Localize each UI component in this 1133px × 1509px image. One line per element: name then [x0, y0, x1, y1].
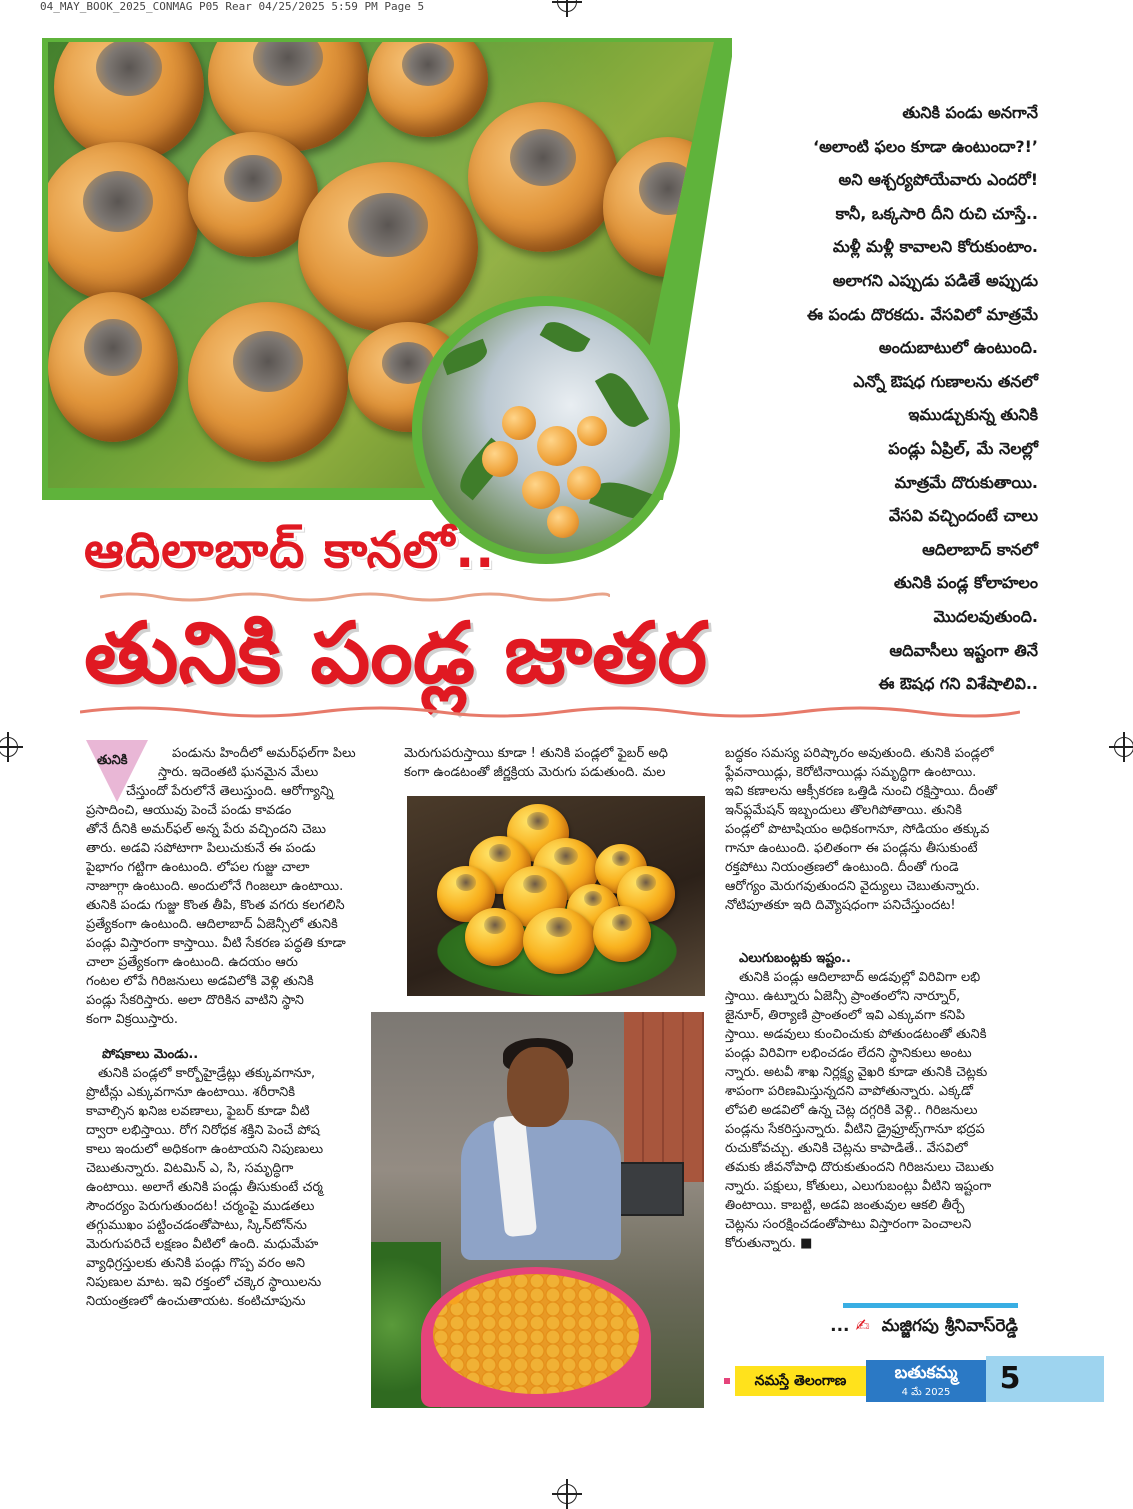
col3-line: రుచుకోవచ్చు. తునికి చెట్లను కాపాడితే.. వేసవిలో [725, 1141, 968, 1156]
col1-line: వ్యాధిగ్రస్తులకు తునికి పండ్లు గొప్ప వరం అని [86, 1256, 305, 1271]
col3-line: గానూ ఉంటుంది. ఫలితంగా ఈ పండ్లను తీసుకుంటే [725, 841, 978, 856]
col3-line: చెట్లను సంరక్షించడంతోపాటు విస్తారంగా పెంచాలని [725, 1217, 972, 1232]
col1-line: పైభాగం గట్టిగా ఉంటుంది. లోపల గుజ్జు చాలా [86, 860, 310, 875]
col1-line: మెరుగుపరిచే లక్షణం వీటిలో ఉంది. మధుమేహ [86, 1237, 319, 1252]
byline-prefix: ... [830, 1316, 850, 1336]
col1-line: గంటల లోపే గిరిజనులు అడవిలోకి వెళ్లి తునికి [86, 974, 314, 989]
intro-line: ఇముడ్చుకున్న తునికి [908, 405, 1038, 425]
byline-name: మజ్జిగపు శ్రీనివాస్‌రెడ్డి [881, 1316, 1018, 1336]
col3-line: నోటిపూతకూ ఇది దివ్యౌషధంగా పనిచేస్తుందట! [725, 898, 956, 913]
col3-line: తమకు జీవనోపాధి దొరుకుతుందని గిరిజనులు చెబుతు [725, 1160, 994, 1175]
col1-line: నాజూగ్గా ఉంటుంది. అందులోనే గింజలూ ఉంటాయి. [86, 879, 344, 894]
col3-line: లోపలి అడవిలో ఉన్న చెట్ల దగ్గరికి వెళ్లి.. గిరిజనులు [725, 1103, 978, 1118]
col1-line: కాలు ఇందులో అధికంగా ఉంటాయని నిపుణులు [86, 1142, 324, 1157]
intro-line: ఆదివాసీలు ఇష్టంగా తినే [889, 640, 1038, 660]
col3-line: తింటాయి. కాబట్టి, అడవి జంతువుల ఆకలి తీర్చే [725, 1198, 965, 1213]
photo-fruits-on-leaf-plate [407, 796, 705, 996]
intro-line: అందుబాటులో ఉంటుంది. [878, 338, 1038, 358]
intro-line: అలాగని ఎప్పుడు పడితే అప్పుడు [832, 270, 1038, 290]
col2-line: మెరుగుపరుస్తాయి కూడా ! తునికి పండ్లలో ఫైబర్‌ అధి [404, 746, 668, 761]
col1-subheading: పోషకాలు మెండు.. [102, 1047, 199, 1062]
drop-cap-text: తునికి [97, 753, 128, 768]
col1-line: పండ్లు విస్తారంగా కాస్తాయి. వీటి సేకరణ పద్ధతి కూడా [86, 936, 346, 951]
col1-line: ప్రసాదించి, ఆయువు పెంచే పండు కావడం [86, 803, 292, 818]
col1-line: నిపుణుల మాట. ఇవి రక్తంలో చక్కెర స్థాయిలను [86, 1275, 322, 1290]
registration-mark-icon [1114, 737, 1133, 757]
col1-line: కావాల్సిన ఖనిజ లవణాలు, ఫైబర్‌ కూడా వీటి [86, 1104, 310, 1119]
col1-line: పండ్లు సేకరిస్తారు. అలా దొరికిన వాటిని స్థాని [86, 993, 304, 1008]
intro-line: తునికి పండు అనగానే [902, 103, 1038, 122]
headline-underline [100, 590, 610, 604]
page-number: 5 [999, 1361, 1021, 1396]
col3-line: ఫ్లేవనాయిడ్లు, కెరోటినాయిడ్లు సమృద్ధిగా ఉంటాయి. [725, 765, 977, 780]
col3-subheading: ఎలుగుబంట్లకు ఇష్టం.. [739, 951, 851, 966]
intro-line: ఈ పండు దొరకదు. వేసవిలో మాత్రమే [807, 304, 1038, 324]
col1-line: చాలా ప్రత్యేకంగా ఉంటుంది. ఉదయం ఆరు [86, 955, 298, 970]
footer-date: 4 మే 2025 [901, 1387, 951, 1398]
article-column-3 [725, 744, 1025, 1253]
intro-line: మాత్రమే దొరుకుతాయి. [894, 472, 1038, 492]
col1-line: చేస్తుందో పేరులోనే తెలుస్తుంది. ఆరోగ్యాన్ని [126, 784, 334, 799]
page-footer [724, 1356, 1104, 1402]
col1-line: ప్రొటీన్లు ఎక్కువగానూ ఉంటాయి. శరీరానికి [86, 1085, 296, 1100]
col1-line: ప్రత్యేకంగా ఉంటుంది. ఆదిలాబాద్‌ ఏజెన్సీలో తునికి [86, 917, 338, 932]
photo-fruit-vendor [371, 1012, 704, 1408]
col1-line: ఉంటాయి. అలాగే తునికి పండ్లు తీసుకుంటే చర్మ [86, 1180, 323, 1195]
col1-line: తునికి పండు గుజ్జు కొంత తీపి, కొంత వగరు కలగలిసి [86, 898, 345, 913]
footer-magazine [866, 1360, 986, 1402]
intro-line: తునికి పండ్ల కోలాహలం [893, 573, 1038, 593]
intro-column [708, 96, 1038, 701]
intro-line: ఆదిలాబాద్‌ కానలో [922, 539, 1038, 559]
headline-line-2: తునికి పండ్ల జాతర [84, 604, 708, 702]
col1-line: పండును హిందీలో అమర్‌ఫల్‌గా పిలు [172, 746, 356, 761]
registration-mark-icon [557, 0, 577, 12]
registration-mark-icon [0, 737, 18, 757]
col3-line: తునికి పండ్లు ఆదిలాబాద్‌ అడవుల్లో విరివిగా లభి [739, 970, 981, 985]
col3-line: బద్ధకం సమస్య పరిష్కారం అవుతుంది. తునికి పండ్లలో [725, 746, 994, 761]
inset-photo-fruits-on-tree [422, 306, 670, 554]
col3-line: ఇవి కణాలను ఆక్సీకరణ ఒత్తిడి నుంచి రక్షిస్తాయి. దీంతో [725, 784, 998, 799]
col1-line: స్తారు. ఇదెంతటి ఘనమైన మేలు [158, 765, 319, 780]
col3-line: న్నారు. అటవీ శాఖ నిర్లక్ష్య వైఖరి కూడా తునికి చెట్లకు [725, 1065, 988, 1080]
footer-bullet [724, 1378, 730, 1384]
intro-line: ‘అలాంటి ఫలం కూడా ఉంటుందా?!’ [813, 136, 1038, 156]
col1-line: ద్వారా లభిస్తాయి. రోగ నిరోధక శక్తిని పెంచే పోష [86, 1123, 320, 1138]
pen-icon: ✍ [855, 1316, 870, 1336]
intro-line: ఎన్నో ఔషధ గుణాలను తనలో [853, 371, 1038, 391]
headline-divider [80, 700, 1020, 722]
article-column-1 [86, 744, 386, 1311]
byline [830, 1316, 1018, 1340]
col2-line: కంగా ఉండటంతో జీర్ణక్రియ మెరుగు పడుతుంది. మల [404, 765, 666, 780]
col3-line: ఆరోగ్యం మెరుగవుతుందని వైద్యులు చెబుతున్నారు. [725, 879, 980, 894]
col3-line: శాపంగా పరిణమిస్తున్నదని వాపోతున్నారు. ఎక్కడో [725, 1084, 973, 1099]
headline-line-1: ఆదిలాబాద్‌ కానలో.. [84, 521, 496, 579]
col3-line: ఇన్‌ఫ్లమేషన్‌ ఇబ్బందులు తొలగిపోతాయి. తునికి [725, 803, 962, 818]
col3-line: పండ్లను సేకరిస్తున్నారు. వీటిని డ్రైఫ్రూట్స్‌గానూ భద్రప [725, 1122, 985, 1137]
footer-brand: నమస్తే తెలంగాణ [735, 1366, 866, 1396]
intro-line: మొదలవుతుంది. [933, 606, 1038, 626]
intro-line: మళ్లీ మళ్లీ కావాలని కోరుకుంటాం. [832, 237, 1038, 257]
col3-line: జైనూర్‌, తిర్యాణి ప్రాంతంలో ఇవి ఎక్కువగా కనిపి [725, 1008, 965, 1023]
col1-line: నియంత్రణలో ఉంచుతాయట. కంటిచూపును [86, 1294, 306, 1309]
col3-line: న్నారు. పక్షులు, కోతులు, ఎలుగుబంట్లు వీటిని ఇష్టంగా [725, 1179, 992, 1194]
col1-line: తోనే దీనికి అమర్‌ఫల్‌ అన్న పేరు వచ్చిందని చెబు [86, 822, 326, 837]
intro-line: వేసవి వచ్చిందంటే చాలు [888, 506, 1038, 526]
col1-line: తునికి పండ్లలో కార్బోహైడ్రేట్లు తక్కువగానూ, [98, 1066, 316, 1081]
col1-line: తారు. అడవి సపోటాగా పిలుచుకునే ఈ పండు [86, 841, 316, 856]
registration-mark-icon [557, 1484, 577, 1504]
col1-line: తగ్గుముఖం పట్టించడంతోపాటు, స్కిన్‌టోన్‌ను [86, 1218, 307, 1233]
col1-line: కంగా విక్రయిస్తారు. [86, 1012, 178, 1027]
print-slug: 04_MAY_BOOK_2025_CONMAG P05 Rear 04/25/2025 5:59 PM Page 5 [40, 0, 425, 13]
col1-line: చెబుతున్నారు. విటమిన్‌ ఎ, సి, సమృద్ధిగా [86, 1161, 294, 1176]
intro-line: కానీ, ఒక్కసారి దీని రుచి చూస్తే.. [835, 203, 1038, 223]
footer-magazine-title: బతుకమ్మ [894, 1363, 958, 1383]
col1-line: సౌందర్యం పెరుగుతుందట! చర్మంపై ముడతలు [86, 1199, 315, 1214]
col3-line: రక్తపోటు నియంత్రణలో ఉంటుంది. దీంతో గుండె [725, 860, 959, 875]
col3-line: పండ్లలో పొటాషియం అధికంగానూ, సోడియం తక్కువ [725, 822, 990, 837]
intro-line: పండ్లు ఏప్రిల్‌, మే నెలల్లో [888, 438, 1038, 458]
col3-line: పండ్లు విరివిగా లభించడం లేదని స్థానికులు అంటు [725, 1046, 972, 1061]
byline-rule [843, 1303, 1018, 1308]
col3-line: స్తాయి. అడవులు కుంచించుకు పోతుండటంతో తునికి [725, 1027, 987, 1042]
article-column-2 [404, 744, 708, 782]
col3-line: కోరుతున్నారు. ■ [725, 1236, 813, 1251]
col3-line: స్తాయి. ఉట్నూరు ఏజెన్సీ ప్రాంతంలోని నార్నూర్‌, [725, 989, 961, 1004]
intro-line: ఈ ఔషధ గని విశేషాలివి.. [878, 674, 1038, 694]
intro-line: అని ఆశ్చర్యపోయేవారు ఎందరో! [838, 170, 1038, 190]
